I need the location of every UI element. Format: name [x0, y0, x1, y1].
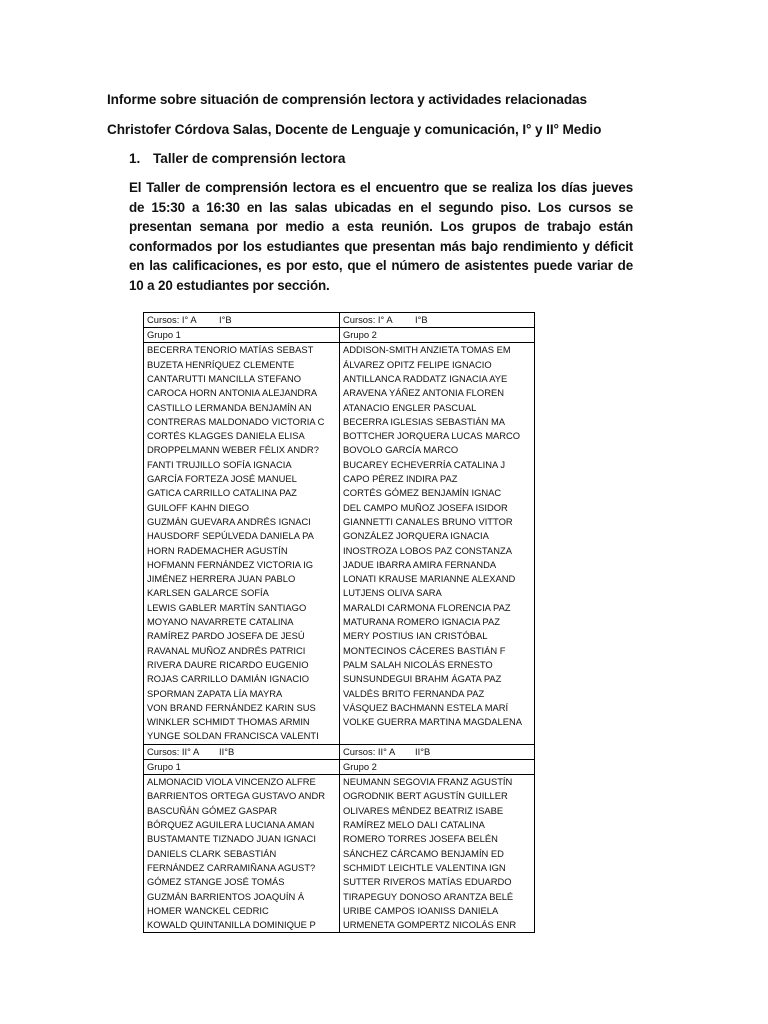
student-name: BARRIENTOS ORTEGA GUSTAVO ANDR	[147, 790, 325, 802]
student-name: LONATI KRAUSE MARIANNE ALEXAND	[343, 573, 516, 585]
student-name: RAMÍREZ PARDO JOSEFA DE JESÚ	[147, 630, 305, 642]
student-name: VOLKE GUERRA MARTINA MAGDALENA	[343, 716, 523, 728]
student-name: NEUMANN SEGOVIA FRANZ AGUSTÍN	[343, 776, 513, 788]
student-name: DANIELS CLARK SEBASTIÁN	[147, 847, 277, 859]
student-name: ADDISON-SMITH ANZIETA TOMAS EM	[343, 344, 511, 356]
student-name: LUTJENS OLIVA SARA	[343, 587, 442, 599]
student-name: KARLSEN GALARCE SOFÍA	[147, 587, 269, 599]
courses-row-2	[144, 744, 535, 759]
student-name: CAPO PÉREZ INDIRA PAZ	[343, 473, 458, 485]
student-name: BECERRA TENORIO MATÍAS SEBAST	[147, 344, 314, 356]
student-name: DEL CAMPO MUÑOZ JOSEFA ISIDOR	[343, 501, 508, 513]
group-label-b2-left: Grupo 1	[144, 759, 340, 774]
student-name: CASTILLO LERMANDA BENJAMÍN AN	[147, 401, 312, 413]
student-name: BECERRA IGLESIAS SEBASTIÁN MA	[343, 415, 506, 427]
student-name: GATICA CARRILLO CATALINA PAZ	[147, 487, 297, 499]
student-name: BUCAREY ECHEVERRÍA CATALINA J	[343, 458, 506, 470]
course-b-label: II°B	[415, 745, 431, 757]
student-name: WINKLER SCHMIDT THOMAS ARMIN	[147, 716, 310, 728]
student-name: OLIVARES MÉNDEZ BEATRIZ ISABE	[343, 804, 504, 816]
names-row-1	[144, 343, 535, 744]
group-label-b1-right: Grupo 2	[340, 328, 535, 343]
student-name: CORTÉS GÓMEZ BENJAMÍN IGNAC	[343, 487, 502, 499]
author-line: Christofer Córdova Salas, Docente de Lenguaje y comunicación, I° y II° Medio	[107, 122, 602, 137]
student-name: FANTI TRUJILLO SOFÍA IGNACIA	[147, 458, 292, 470]
student-name: YUNGE SOLDAN FRANCISCA VALENTI	[147, 730, 319, 742]
student-name: ALMONACID VIOLA VINCENZO ALFRE	[147, 776, 316, 788]
student-name: VÁSQUEZ BACHMANN ESTELA MARÍ	[343, 701, 509, 713]
course-label: Cursos: I° A	[147, 314, 197, 325]
student-name: BOVOLO GARCÍA MARCO	[343, 444, 459, 456]
student-name: MOYANO NAVARRETE CATALINA	[147, 616, 294, 628]
student-name: ROJAS CARRILLO DAMIÁN IGNACIO	[147, 673, 310, 685]
roster-table	[143, 312, 535, 933]
names-list-b2-right	[340, 775, 535, 933]
group-row-2	[144, 759, 535, 774]
student-name: GUILOFF KAHN DIEGO	[147, 501, 250, 513]
names-row-2	[144, 775, 535, 933]
student-name: ROMERO TORRES JOSEFA BELÉN	[343, 833, 498, 845]
course-b-label: I°B	[219, 314, 232, 325]
course-b-label: I°B	[415, 314, 428, 325]
document-title: Informe sobre situación de comprensión lectora y actividades relacionadas	[107, 92, 587, 107]
group-label-b1-left: Grupo 1	[144, 328, 340, 343]
student-name: BÓRQUEZ AGUILERA LUCIANA AMAN	[147, 819, 315, 831]
student-name: DROPPELMANN WEBER FÉLIX ANDR?	[147, 444, 319, 456]
courses-cell-b1-right	[340, 313, 535, 328]
student-name: MARALDI CARMONA FLORENCIA PAZ	[343, 601, 511, 613]
student-name: CONTRERAS MALDONADO VICTORIA C	[147, 415, 325, 427]
student-name: HAUSDORF SEPÚLVEDA DANIELA PA	[147, 530, 314, 542]
student-name: GIANNETTI CANALES BRUNO VITTOR	[343, 515, 513, 527]
student-name: URMENETA GOMPERTZ NICOLÁS ENR	[343, 919, 517, 931]
student-name: CANTARUTTI MANCILLA STEFANO	[147, 373, 302, 384]
student-name: SCHMIDT LEICHTLE VALENTINA IGN	[343, 861, 506, 873]
student-name: BUSTAMANTE TIZNADO JUAN IGNACI	[147, 833, 316, 845]
student-name: SUNSUNDEGUI BRAHM ÁGATA PAZ	[343, 673, 502, 685]
student-name: URIBE CAMPOS IOANISS DANIELA	[343, 904, 499, 916]
body-paragraph: El Taller de comprensión lectora es el encuentro que se realiza los días jueves de 15:30 a 16:30 en las salas ubicadas en el segundo piso. Los cursos se presentan semana por medio a esta reunión. Los grupos de trabajo están conformados por los estudiantes que presentan más bajo rendimiento y déficit en las calificaciones, es por esto, que el número de asistentes puede variar de 10 a 20 estudiantes por sección.	[129, 180, 633, 293]
courses-cell-b2-left	[144, 744, 340, 759]
student-name: ATANACIO ENGLER PASCUAL	[343, 401, 477, 413]
student-name: PALM SALAH NICOLÁS ERNESTO	[343, 658, 493, 670]
courses-row-1	[144, 313, 535, 328]
student-name: FERNÁNDEZ CARRAMIÑANA AGUST?	[147, 861, 316, 873]
student-name: GONZÁLEZ JORQUERA IGNACIA	[343, 530, 489, 542]
student-name: BASCUÑÁN GÓMEZ GASPAR	[147, 804, 278, 816]
student-name: ANTILLANCA RADDATZ IGNACIA AYE	[343, 373, 508, 384]
student-name: HORN RADEMACHER AGUSTÍN	[147, 544, 288, 556]
course-b-label: II°B	[219, 745, 235, 757]
courses-cell-b1-left	[144, 313, 340, 328]
student-name: SÁNCHEZ CÁRCAMO BENJAMÍN ED	[343, 847, 504, 859]
student-name: MATURANA ROMERO IGNACIA PAZ	[343, 616, 500, 628]
student-name: KOWALD QUINTANILLA DOMINIQUE P	[147, 919, 316, 931]
names-list-b1-right	[340, 343, 535, 744]
student-name: GUZMÁN BARRIENTOS JOAQUÍN Á	[147, 890, 305, 902]
student-name: GÓMEZ STANGE JOSÉ TOMÁS	[147, 876, 285, 888]
student-name: GUZMÁN GUEVARA ANDRÉS IGNACI	[147, 515, 311, 527]
student-name: GARCÍA FORTEZA JOSÉ MANUEL	[147, 473, 297, 485]
section-heading	[129, 151, 345, 166]
student-name: LEWIS GABLER MARTÍN SANTIAGO	[147, 601, 307, 613]
section-number: 1.	[129, 151, 141, 166]
student-name: OGRODNIK BERT AGUSTÍN GUILLER	[343, 790, 508, 802]
student-name: MERY POSTIUS IAN CRISTÓBAL	[343, 630, 488, 642]
student-name: RIVERA DAURE RICARDO EUGENIO	[147, 658, 309, 670]
group-label-b2-right: Grupo 2	[340, 759, 535, 774]
student-name: BOTTCHER JORQUERA LUCAS MARCO	[343, 430, 521, 442]
student-name: ARAVENA YÁÑEZ ANTONIA FLOREN	[343, 387, 504, 399]
student-name: VON BRAND FERNÁNDEZ KARIN SUS	[147, 701, 316, 713]
student-name: JIMÉNEZ HERRERA JUAN PABLO	[147, 573, 296, 585]
student-name: HOFMANN FERNÁNDEZ VICTORIA IG	[147, 558, 313, 570]
section-heading-text: Taller de comprensión lectora	[153, 151, 346, 166]
student-name: ÁLVAREZ OPITZ FELIPE IGNACIO	[343, 358, 492, 370]
student-name: HOMER WANCKEL CEDRIC	[147, 904, 269, 916]
course-label: Cursos: I° A	[343, 314, 393, 325]
names-list-b1-left	[144, 343, 340, 744]
courses-cell-b2-right	[340, 744, 535, 759]
student-name: CORTÉS KLAGGES DANIELA ELISA	[147, 430, 305, 442]
student-name: MONTECINOS CÁCERES BASTIÁN F	[343, 644, 506, 656]
student-name: TIRAPEGUY DONOSO ARANTZA BELÉ	[343, 890, 514, 902]
student-name: VALDÉS BRITO FERNANDA PAZ	[343, 687, 485, 699]
student-name: RAMÍREZ MELO DALI CATALINA	[343, 819, 485, 831]
names-list-b2-left	[144, 775, 340, 933]
student-name: BUZETA HENRÍQUEZ CLEMENTE	[147, 358, 295, 370]
student-name: JADUE IBARRA AMIRA FERNANDA	[343, 558, 497, 570]
student-name: CAROCA HORN ANTONIA ALEJANDRA	[147, 387, 318, 399]
course-label: Cursos: II° A	[343, 745, 396, 757]
course-label: Cursos: II° A	[147, 745, 200, 757]
group-row-1	[144, 328, 535, 343]
student-name: RAVANAL MUÑOZ ANDRÉS PATRICI	[147, 644, 306, 656]
student-name: SUTTER RIVEROS MATÍAS EDUARDO	[343, 876, 512, 888]
student-name: SPORMAN ZAPATA LÍA MAYRA	[147, 687, 283, 699]
student-name: INOSTROZA LOBOS PAZ CONSTANZA	[343, 544, 512, 556]
